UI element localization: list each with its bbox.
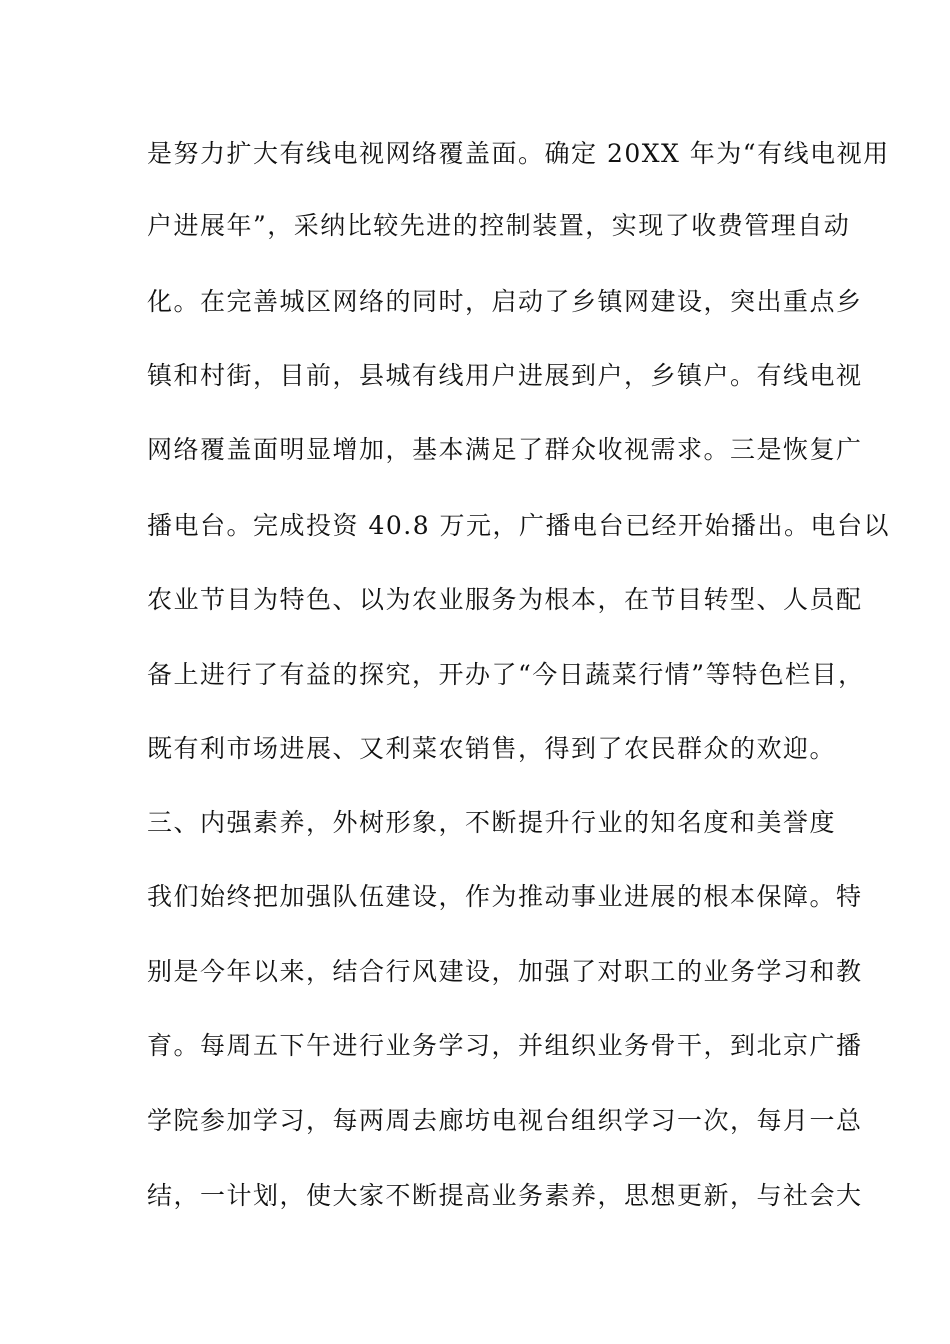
text-line: 别是今年以来，结合行风建设，加强了对职工的业务学习和教 [147, 957, 863, 986]
text-line: 学院参加学习，每两周去廊坊电视台组织学习一次，每月一总 [147, 1106, 863, 1135]
text-line: 是努力扩大有线电视网络覆盖面。确定 20XX 年为“有线电视用 [147, 139, 890, 168]
text-line: 既有利市场进展、又利菜农销售，得到了农民群众的欢迎。 [147, 734, 837, 763]
section-heading: 三、内强素养，外树形象，不断提升行业的知名度和美誉度 [147, 808, 837, 837]
text-line: 农业节目为特色、以为农业服务为根本，在节目转型、人员配 [147, 585, 863, 614]
text-line: 网络覆盖面明显增加，基本满足了群众收视需求。三是恢复广 [147, 435, 863, 464]
text-line: 镇和村街，目前，县城有线用户进展到户，乡镇户。有线电视 [147, 361, 863, 390]
text-line: 结，一计划，使大家不断提高业务素养，思想更新，与社会大 [147, 1181, 863, 1210]
text-line: 备上进行了有益的探究，开办了“今日蔬菜行情”等特色栏目， [147, 660, 865, 689]
text-line: 育。每周五下午进行业务学习，并组织业务骨干，到北京广播 [147, 1031, 863, 1060]
text-line: 户进展年”，采纳比较先进的控制装置，实现了收费管理自动 [147, 211, 851, 240]
text-line: 化。在完善城区网络的同时，启动了乡镇网建设，突出重点乡 [147, 287, 863, 316]
text-line: 播电台。完成投资 40.8 万元，广播电台已经开始播出。电台以 [147, 511, 891, 540]
text-line: 我们始终把加强队伍建设，作为推动事业进展的根本保障。特 [147, 882, 863, 911]
